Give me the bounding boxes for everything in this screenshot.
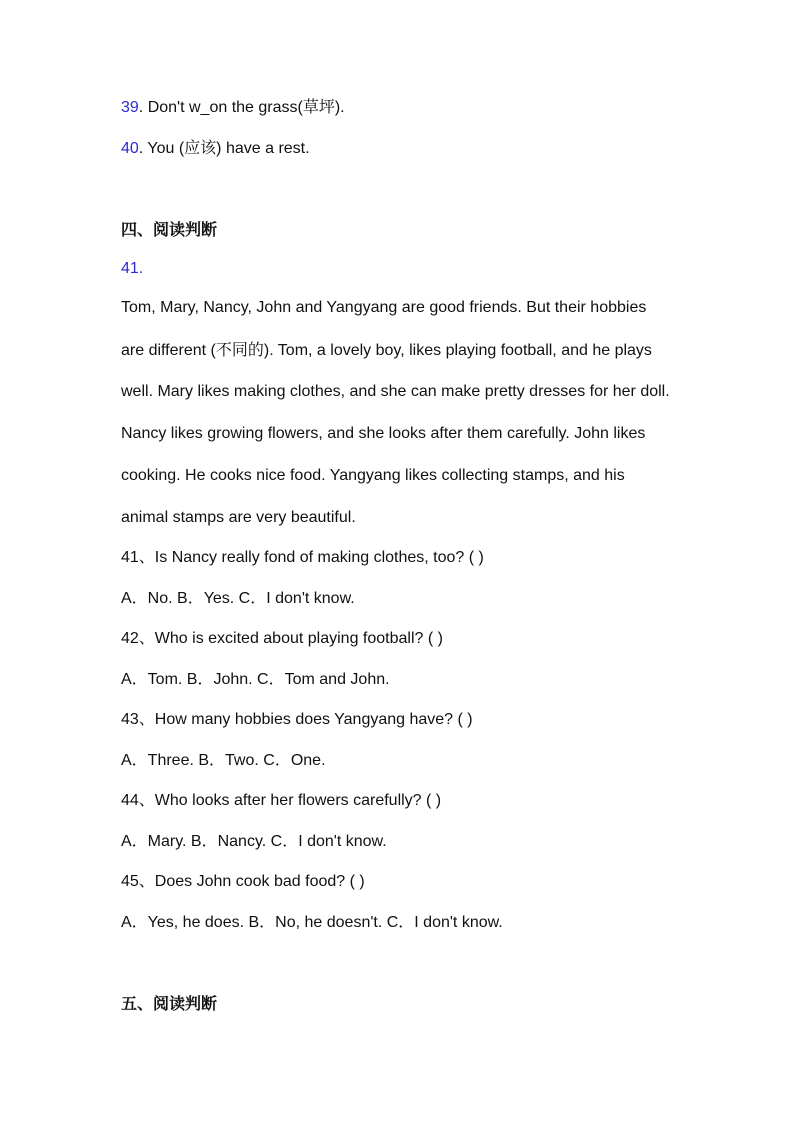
question-45: 45、Does John cook bad food? ( )	[121, 873, 365, 890]
question-number: 39	[121, 99, 139, 116]
question-number-sep: .	[138, 140, 144, 157]
passage-line: animal stamps are very beautiful.	[121, 509, 356, 526]
question-39	[121, 98, 345, 118]
options-42: A．Tom. B．John. C．Tom and John.	[121, 671, 390, 688]
question-41: 41、Is Nancy really fond of making clothes, too? ( )	[121, 549, 484, 566]
question-44: 44、Who looks after her flowers carefully? ( )	[121, 792, 442, 809]
question-43: 43、How many hobbies does Yangyang have? ( )	[121, 711, 473, 728]
options-45: A．Yes, he does. B．No, he doesn't. C．I don't know.	[121, 914, 503, 931]
passage-line: well. Mary likes making clothes, and she can make pretty dresses for her doll.	[121, 383, 670, 400]
question-40	[121, 139, 310, 159]
options-44: A．Mary. B．Nancy. C．I don't know.	[121, 833, 387, 850]
question-42: 42、Who is excited about playing football? ( )	[121, 630, 443, 647]
section-title-5: 五、阅读判断	[121, 994, 218, 1013]
passage-number: 41.	[121, 260, 144, 277]
section-title-4: 四、阅读判断	[121, 220, 218, 239]
passage-line: cooking. He cooks nice food. Yangyang likes collecting stamps, and his	[121, 467, 625, 484]
options-41: A．No. B．Yes. C．I don't know.	[121, 590, 355, 607]
passage-line: are different (不同的). Tom, a lovely boy, likes playing football, and he plays	[121, 342, 652, 359]
question-text: You (应该) have a rest.	[143, 140, 310, 157]
question-number: 40	[121, 140, 139, 157]
options-43: A．Three. B．Two. C．One.	[121, 752, 326, 769]
passage-line: Tom, Mary, Nancy, John and Yangyang are good friends. But their hobbies	[121, 299, 647, 316]
question-text: Don't w_on the grass(草坪).	[143, 99, 345, 116]
question-number-sep: .	[138, 99, 144, 116]
passage-line: Nancy likes growing flowers, and she looks after them carefully. John likes	[121, 425, 646, 442]
